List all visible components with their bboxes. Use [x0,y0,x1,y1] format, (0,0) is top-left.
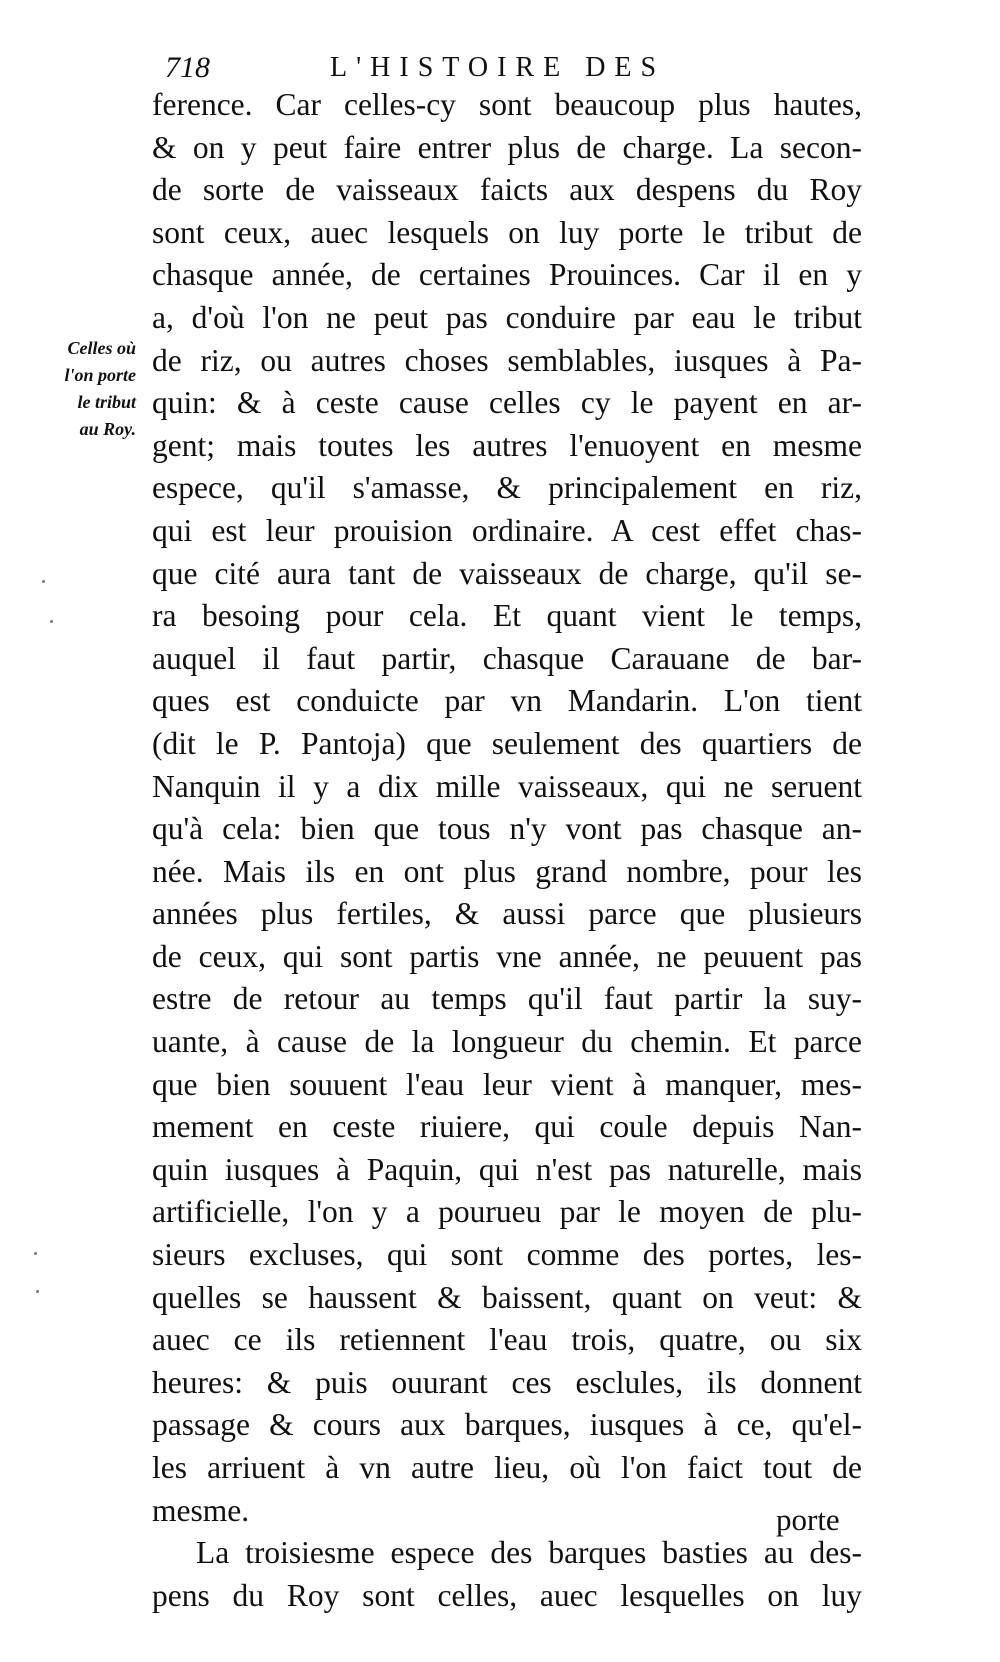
text-line: quin iusques à Paquin, qui n'est pas naturelle, mais [152,1151,862,1187]
text-line: les arriuent à vn autre lieu, où l'on faict tout de [152,1450,862,1485]
text-line: Nanquin il y a dix mille vaisseaux, qui ne seruent [152,768,862,804]
text-line: qui est leur prouision ordinaire. A cest effet chas- [152,512,862,548]
body-text [152,84,862,1617]
text-line: que bien souuent l'eau leur vient à manquer, mes- [152,1066,862,1102]
text-line: a, d'où l'on ne peut pas conduire par eau le tribut [152,299,862,335]
page-number: 718 [165,51,210,84]
text-line: mement en ceste riuiere, qui coule depuis Nan- [152,1109,862,1145]
ink-speck [50,620,53,623]
text-line: qu'à cela: bien que tous n'y vont pas chasque an- [152,811,862,847]
marginal-note-line: l'on porte [64,365,136,385]
marginal-note-line: Celles où [67,338,136,358]
text-line: espece, qu'il s'amasse, & principalement en riz, [152,470,862,506]
text-line: La troisiesme espece des barques basties au des- [196,1535,862,1571]
text-line: (dit le P. Pantoja) que seulement des quartiers de [152,725,862,761]
text-line: de sorte de vaisseaux faicts aux despens du Roy [152,172,862,208]
text-line: quelles se haussent & baissent, quant on veut: & [152,1279,862,1315]
text-line: sieurs excluses, qui sont comme des portes, les- [152,1237,862,1273]
text-line: chasque année, de certaines Prouinces. Car il en y [152,257,862,293]
text-line: ra besoing pour cela. Et quant vient le temps, [152,598,862,634]
catchword: porte [776,1502,840,1537]
text-line: années plus fertiles, & aussi parce que plusieurs [152,896,862,932]
text-line: uante, à cause de la longueur du chemin. Et parce [152,1024,862,1060]
text-line: ques est conduicte par vn Mandarin. L'on tient [152,683,862,719]
text-line: auec ce ils retiennent l'eau trois, quatre, ou six [152,1322,862,1358]
text-line: passage & cours aux barques, iusques à ce, qu'el- [152,1407,862,1443]
running-head: L'HISTOIRE DES [330,52,666,83]
text-line: quin: & à ceste cause celles cy le payent en ar- [152,385,862,421]
text-line: auquel il faut partir, chasque Carauane de bar- [152,640,862,676]
text-line: gent; mais toutes les autres l'enuoyent en mesme [152,427,862,463]
marginal-note [18,335,136,443]
text-line: née. Mais ils en ont plus grand nombre, pour les [152,853,862,889]
text-line: ference. Car celles-cy sont beaucoup plus hautes, [152,87,862,122]
text-line: mesme. [152,1492,250,1528]
text-line: sont ceux, auec lesquels on luy porte le tribut de [152,214,862,250]
text-line: de riz, ou autres choses semblables, iusques à Pa- [152,342,862,378]
text-line: & on y peut faire entrer plus de charge. La secon- [152,129,862,165]
ink-speck [42,580,45,583]
text-line: que cité aura tant de vaisseaux de charge, qu'il se- [152,555,862,591]
marginal-note-line: au Roy. [79,419,136,439]
page-header [165,48,805,88]
marginal-note-line: le tribut [77,392,136,412]
text-line: heures: & puis ouurant ces esclules, ils donnent [152,1364,862,1400]
text-line: artificielle, l'on y a pourueu par le moyen de plu- [152,1194,862,1230]
text-line: estre de retour au temps qu'il faut partir la suy- [152,981,862,1017]
text-line: pens du Roy sont celles, auec lesquelles on luy [152,1577,862,1613]
ink-speck [34,1252,37,1255]
text-line: de ceux, qui sont partis vne année, ne peuuent pas [152,938,862,974]
ink-speck [36,1290,39,1293]
